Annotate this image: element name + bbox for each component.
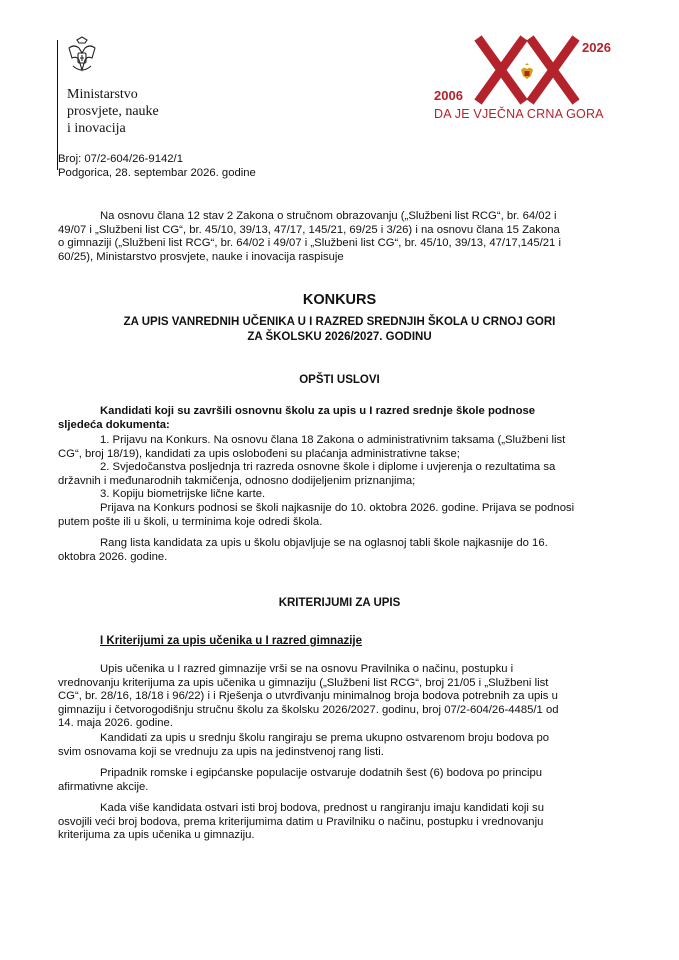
reference-number: Broj: 07/2-604/26-9142/1 [58, 153, 183, 165]
general-lead [58, 405, 622, 432]
criteria-line: osvojili veći broj bodova, prema kriterijumima datim u Pravilniku o načinu, postupku i vrednovanju [58, 815, 544, 828]
list-item: 3. Kopiju biometrijske lične karte. [100, 488, 266, 501]
xx-emblem-icon [472, 32, 584, 108]
deadline-line: Prijava na Konkurs podnosi se školi najkasnije do 10. oktobra 2026. godine. Prijava se podnosi [100, 502, 575, 514]
jubilee-motto: DA JE VJEČNA CRNA GORA [434, 107, 604, 121]
ministry-name-line: i inovacija [67, 121, 126, 136]
criteria-line: svim osnovama koji se vrednuju za upis na jedinstvenoj rang listi. [58, 745, 384, 758]
criteria-heading: KRITERIJUMI ZA UPIS [278, 597, 401, 609]
criteria-line: kriterijuma za upis učenika u gimnaziju. [58, 829, 255, 842]
criteria-line: gimnaziju i četvorogodišnju stručnu školu za školsku 2026/2027. godinu, broj 07/2-604/26-4485/1 od [58, 703, 559, 716]
deadline-paragraph [58, 502, 622, 529]
criteria-paragraph-1 [58, 663, 622, 731]
criteria-line: Kandidati za upis u srednju školu rangiraju se prema ukupno ostvarenom broju bodova po [100, 732, 550, 744]
konkurs-title: KONKURS [302, 292, 377, 308]
ministry-name-line: prosvjete, nauke [67, 104, 159, 119]
coat-of-arms-icon [65, 36, 99, 76]
list-item: 1. Prijavu na Konkurs. Na osnovu člana 18 Zakona o administrativnim taksama („Službeni list [100, 434, 566, 446]
jubilee-logo [424, 28, 644, 138]
subtitle-line: ZA ŠKOLSKU 2026/2027. GODINU [247, 331, 432, 343]
ministry-name-line: Ministarstvo [67, 87, 138, 102]
konkurs-subtitle [0, 315, 679, 345]
jubilee-year-end: 2026 [582, 40, 611, 55]
subtitle-line: ZA UPIS VANREDNIH UČENIKA U I RAZRED SREDNJIH ŠKOLA U CRNOJ GORI [123, 316, 556, 328]
jubilee-year-start: 2006 [434, 88, 463, 103]
criteria-line: 14. maja 2026. godine. [58, 717, 173, 730]
intro-line: 49/07 i „Službeni list CG“, br. 45/10, 39/13, 47/17, 145/21, 69/25 i 3/26) i na osnovu člana 15 Zakona [58, 223, 560, 236]
criteria-line: Upis učenika u I razred gimnazije vrši se na osnovu Pravilnika o načinu, postupku i [100, 663, 514, 675]
criteria-line: vrednovanju kriterijuma za upis učenika u gimnaziju („Službeni list RCG“, broj 21/05 i „Službeni list [58, 676, 549, 689]
rank-line: Rang lista kandidata za upis u školu objavljuje se na oglasnoj tabli škole najkasnije do 16. [100, 537, 548, 549]
place-date: Podgorica, 28. septembar 2026. godine [58, 166, 256, 179]
general-conditions-heading: OPŠTI USLOVI [299, 374, 380, 386]
deadline-line: putem pošte ili u školi, u terminima koje odredi škola. [58, 515, 323, 528]
lead-line: Kandidati koji su završili osnovnu školu za upis u I razred srednje škole podnose [100, 405, 536, 417]
rank-list-paragraph [58, 537, 622, 564]
list-item: 2. Svjedočanstva posljednja tri razreda osnovne škole i diplome i uvjerenja o rezultatima sa [100, 461, 556, 474]
intro-line: 60/25), Ministarstvo prosvjete, nauke i inovacija raspisuje [58, 250, 344, 263]
criteria-paragraph-2 [58, 732, 622, 759]
criteria-paragraph-3 [58, 767, 622, 794]
intro-paragraph [58, 210, 622, 264]
list-item: državnih i međunarodnih takmičenja, odnosno dodijeljenim priznanjima; [58, 474, 416, 487]
gymnasium-criteria-subheading: I Kriterijumi za upis učenika u I razred gimnazije [100, 635, 363, 647]
document-meta [58, 153, 256, 180]
documents-list [58, 434, 622, 502]
header-divider [57, 40, 58, 170]
criteria-line: CG“, br. 28/16, 18/18 i 96/22) i i Rješenja o utvrđivanju minimalnog broja bodova potrebnih za upis u [58, 690, 558, 703]
rank-line: oktobra 2026. godine. [58, 550, 168, 563]
criteria-line: Kada više kandidata ostvari isti broj bodova, prednost u rangiranju imaju kandidati koji su [100, 802, 544, 814]
criteria-paragraph-4 [58, 802, 622, 843]
intro-line: o gimnaziji („Službeni list RCG“, br. 64/02 i 49/07 i „Službeni list CG“, br. 45/10, 39/13, 47/17,145/21 i [58, 237, 561, 250]
list-item: CG“, broj 18/19), kandidati za upis oslobođeni su plaćanja administrativne takse; [58, 447, 460, 460]
criteria-line: Pripadnik romske i egipćanske populacije ostvaruje dodatnih šest (6) bodova po principu [100, 767, 543, 779]
intro-line: Na osnovu člana 12 stav 2 Zakona o stručnom obrazovanju („Službeni list RCG“, br. 64/02 i [100, 210, 557, 222]
criteria-line: afirmativne akcije. [58, 780, 149, 793]
ministry-name [67, 86, 227, 137]
lead-line: sljedeća dokumenta: [58, 418, 170, 431]
